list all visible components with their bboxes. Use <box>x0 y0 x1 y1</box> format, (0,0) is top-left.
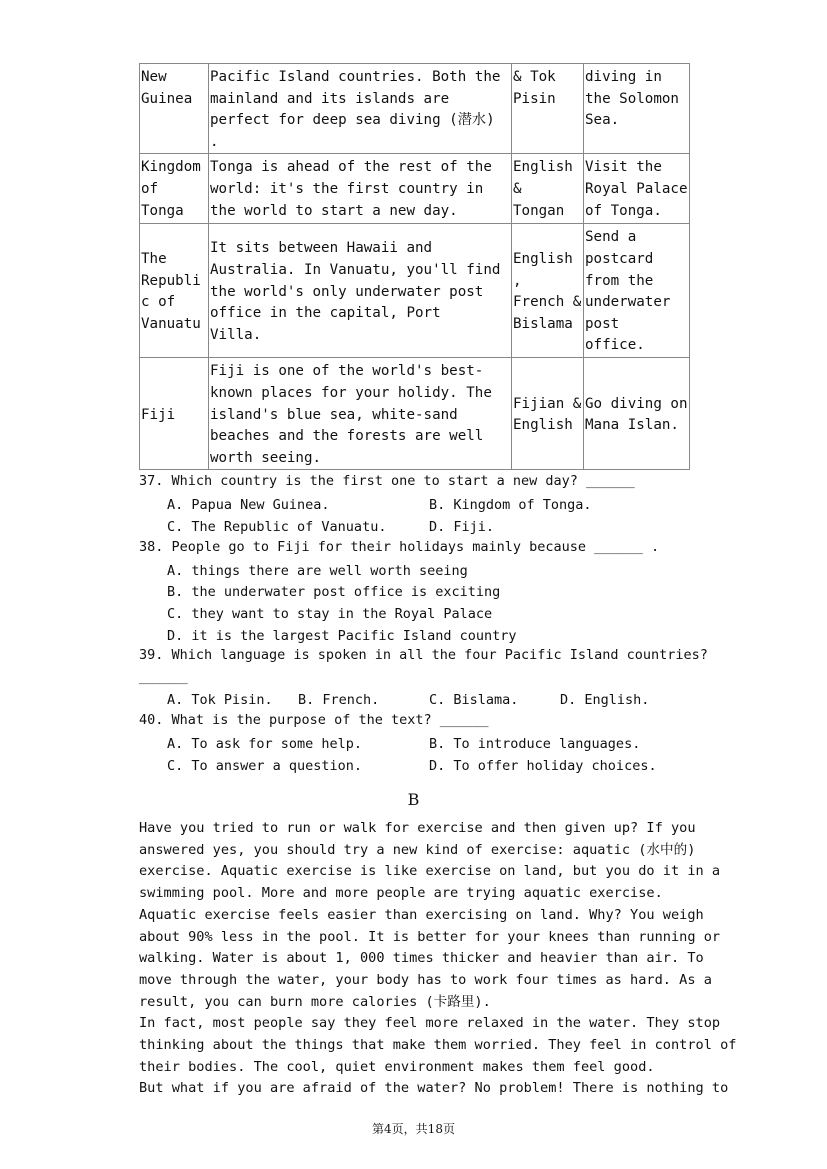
question-39-option-a[interactable]: A. Tok Pisin. <box>167 692 273 708</box>
description-cell: Pacific Island countries. Both the mainland and its islands are perfect for deep sea diving (潜水) . <box>209 64 512 154</box>
table-row <box>140 64 690 154</box>
country-cell: Kingdom of Tonga <box>140 154 209 224</box>
passage-paragraph: In fact, most people say they feel more relaxed in the water. They stop thinking about the things that make them worried. They feel in control of their bodies. The cool, quiet environment makes them feel good. <box>139 1015 737 1075</box>
section-heading: B <box>407 790 420 809</box>
activity-cell: Visit the Royal Palace of Tonga. <box>584 154 690 224</box>
question-40-option-b[interactable]: B. To introduce languages. <box>429 736 641 752</box>
description-cell: It sits between Hawaii and Australia. In Vanuatu, you'll find the world's only underwater post office in the capital, Port Villa. <box>209 224 512 358</box>
question-38-option-a[interactable]: A. things there are well worth seeing <box>167 563 468 579</box>
question-40-option-d[interactable]: D. To offer holiday choices. <box>429 758 657 774</box>
question-37-option-b[interactable]: B. Kingdom of Tonga. <box>429 497 592 513</box>
question-39-stem: 39. Which language is spoken in all the four Pacific Island countries? <box>139 647 708 663</box>
page-footer: 第4页，共18页 <box>372 1122 455 1136</box>
question-39-option-b[interactable]: B. French. <box>298 692 380 708</box>
question-38-option-c[interactable]: C. they want to stay in the Royal Palace <box>167 606 493 622</box>
passage-paragraph: Have you tried to run or walk for exercise and then given up? If you answered yes, you should try a new kind of exercise: aquatic (水中的) exercise. Aquatic exercise is like exercise on land, but you do it in a swimming pool. More and more people are trying aquatic exercise. <box>139 820 721 902</box>
question-37-stem: 37. Which country is the first one to start a new day? ______ <box>139 473 635 489</box>
passage-paragraph: But what if you are afraid of the water? No problem! There is nothing to <box>139 1080 729 1097</box>
question-39-blank: ______ <box>139 669 188 685</box>
question-38-stem: 38. People go to Fiji for their holidays mainly because ______ . <box>139 539 660 555</box>
question-37-option-c[interactable]: C. The Republic of Vanuatu. <box>167 519 387 535</box>
table-row <box>140 224 690 358</box>
language-cell: & Tok Pisin <box>512 64 584 154</box>
description-cell: Fiji is one of the world's best- known places for your holidy. The island's blue sea, white-sand beaches and the forests are well worth seeing. <box>209 358 512 470</box>
language-cell: Fijian & English <box>512 358 584 470</box>
question-40-option-c[interactable]: C. To answer a question. <box>167 758 363 774</box>
passage-paragraph: Aquatic exercise feels easier than exercising on land. Why? You weigh about 90% less in the pool. It is better for your knees than running or walking. Water is about 1, 000 times thicker and heavier than air. To move through the water, your body has to work four times as hard. As a result, you can burn more calories (卡路里). <box>139 906 721 1010</box>
language-cell: English & Tongan <box>512 154 584 224</box>
activity-cell: Send a postcard from the underwater post office. <box>584 224 690 358</box>
question-37-option-d[interactable]: D. Fiji. <box>429 519 495 535</box>
question-38-option-d[interactable]: D. it is the largest Pacific Island country <box>167 628 517 644</box>
activity-cell: diving in the Solomon Sea. <box>584 64 690 154</box>
question-37-option-a[interactable]: A. Papua New Guinea. <box>167 497 330 513</box>
country-cell: The Republi c of Vanuatu <box>140 224 209 358</box>
country-cell: New Guinea <box>140 64 209 154</box>
table-row <box>140 154 690 224</box>
reading-passage <box>139 818 737 1100</box>
description-cell: Tonga is ahead of the rest of the world: it's the first country in the world to start a new day. <box>209 154 512 224</box>
question-39-option-c[interactable]: C. Bislama. <box>429 692 519 708</box>
table-row <box>140 358 690 470</box>
country-cell: Fiji <box>140 358 209 470</box>
question-40-stem: 40. What is the purpose of the text? ______ <box>139 712 489 728</box>
question-40-option-a[interactable]: A. To ask for some help. <box>167 736 363 752</box>
activity-cell: Go diving on Mana Islan. <box>584 358 690 470</box>
pacific-islands-table <box>139 63 690 470</box>
question-38-option-b[interactable]: B. the underwater post office is exciting <box>167 584 501 600</box>
question-39-option-d[interactable]: D. English. <box>560 692 650 708</box>
language-cell: English , French & Bislama <box>512 224 584 358</box>
